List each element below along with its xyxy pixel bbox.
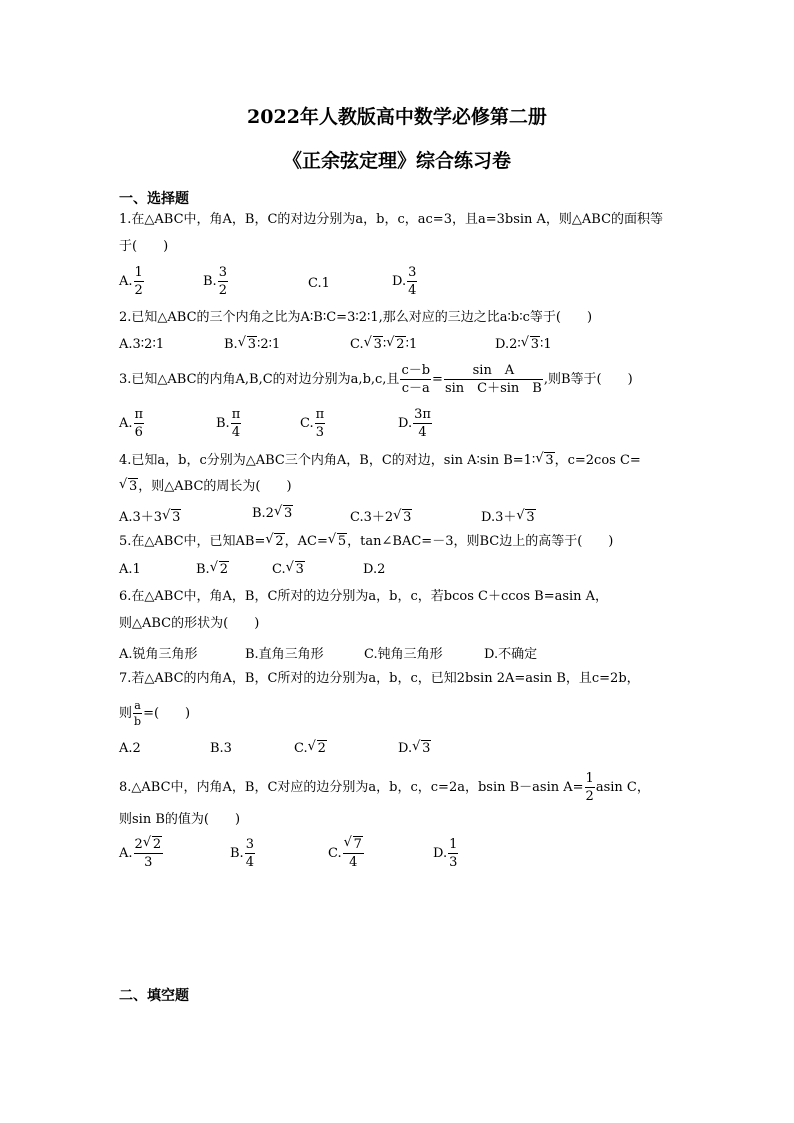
q1-line-2: 于( ): [119, 239, 169, 254]
q5-line-1: 5.在△ABC中，已知AB=√ 2，AC=√ 5，tan∠BAC=－3，则BC边上的高等于( ): [119, 533, 613, 551]
q1-option-b: B. $\frac{3}{2}$: [203, 265, 227, 298]
q7-line-2: 则 $\frac{a}{b}$ =( ): [119, 699, 191, 728]
q7-line-1: 7.若△ABC的内角A，B，C所对的边分别为a，b，c，已知2bsin 2A=asin B，且c=2b，: [119, 671, 640, 686]
q3-option-b: B. $\frac{\pi}{4}$: [216, 407, 241, 440]
q5-option-a: A.1: [119, 562, 141, 577]
q2-option-d: D.2∶√ 3∶1: [495, 337, 552, 352]
q5-option-d: D.2: [363, 562, 386, 577]
q7-option-a: A.2: [119, 741, 141, 756]
q6-line-2: 则△ABC的形状为( ): [119, 616, 260, 631]
q3-option-c: C. $\frac{\pi}{3}$: [300, 407, 325, 440]
q8-option-c: C. √ $\frac{7}{4}$: [328, 838, 365, 869]
q8-option-b: B. $\frac{3}{4}$: [230, 837, 254, 870]
title-line-2: 《正余弦定理》综合练习卷: [282, 150, 511, 172]
q1-option-c: C.1: [308, 276, 330, 291]
q4-line-2: √ 3，则△ABC的周长为( ): [119, 478, 292, 496]
q1-line-1: 1.在△ABC中，角A，B，C的对边分别为a，b，c，ac=3，且a=3bsin A，则△ABC的面积等: [119, 212, 664, 227]
q4-option-b: B.2√ 3: [252, 506, 293, 521]
q3-option-d: D. $\frac{3\pi}{4}$: [398, 407, 431, 440]
q7-option-d: D.√ 3: [398, 741, 431, 756]
q8-option-a: A. $\frac{2√ 2}{3}$: [119, 838, 164, 869]
q1-option-a: A. $\frac{1}{2}$: [119, 265, 143, 298]
q8-line-1: 8.△ABC中，内角A，B，C对应的边分别为a，b，c，c=2a，bsin B－asin A= $\frac{1}{2}$ asin C，: [119, 771, 650, 804]
q2-line-1: 2.已知△ABC的三个内角之比为A∶B∶C=3∶2∶1,那么对应的三边之比a∶b∶c等于( ): [119, 310, 593, 325]
q6-option-a: A.锐角三角形: [119, 647, 198, 662]
q6-option-c: C.钝角三角形: [364, 647, 443, 662]
q4-line-1: 4.已知a，b，c分别为△ABC三个内角A，B，C的对边，sin A∶sin B=1∶√ 3，c=2cos C=: [119, 452, 641, 470]
q6-option-b: B.直角三角形: [245, 647, 324, 662]
q2-option-b: B.√ 3∶2∶1: [224, 337, 280, 352]
q3-line-1: 3.已知△ABC的内角A,B,C的对边分别为a,b,c,且 $\frac{c-b}{c-a}$ = $\frac{\text{sin A}}{\text{sin C＋sin B}}$ ,则B等于( ): [119, 363, 633, 396]
q7-option-c: C.√ 2: [294, 741, 327, 756]
q8-line-2: 则sin B的值为( ): [119, 812, 241, 827]
q8-option-d: D. $\frac{1}{3}$: [433, 837, 458, 870]
q3-option-a: A. $\frac{\pi}{6}$: [119, 407, 144, 440]
q7-option-b: B.3: [210, 741, 232, 756]
q4-option-c: C.3＋2√ 3: [350, 506, 412, 525]
q2-option-c: C.√ 3∶√ 2∶1: [350, 337, 417, 352]
q4-option-a: A.3＋3√ 3: [119, 506, 181, 525]
section-fill-blank: 二、填空题: [119, 988, 189, 1004]
q5-option-b: B.√ 2: [196, 562, 229, 577]
title-line-1: 2022年人教版高中数学必修第二册: [247, 106, 547, 128]
q2-option-a: A.3∶2∶1: [119, 337, 165, 352]
q5-option-c: C.√ 3: [272, 562, 305, 577]
q4-option-d: D.3＋√ 3: [481, 506, 536, 525]
q1-option-d: D. $\frac{3}{4}$: [392, 265, 417, 298]
section-choice: 一、选择题: [119, 191, 189, 207]
q6-option-d: D.不确定: [484, 647, 538, 662]
q6-line-1: 6.在△ABC中，角A，B，C所对的边分别为a，b，c，若bcos C＋ccos B=asin A，: [119, 589, 609, 604]
